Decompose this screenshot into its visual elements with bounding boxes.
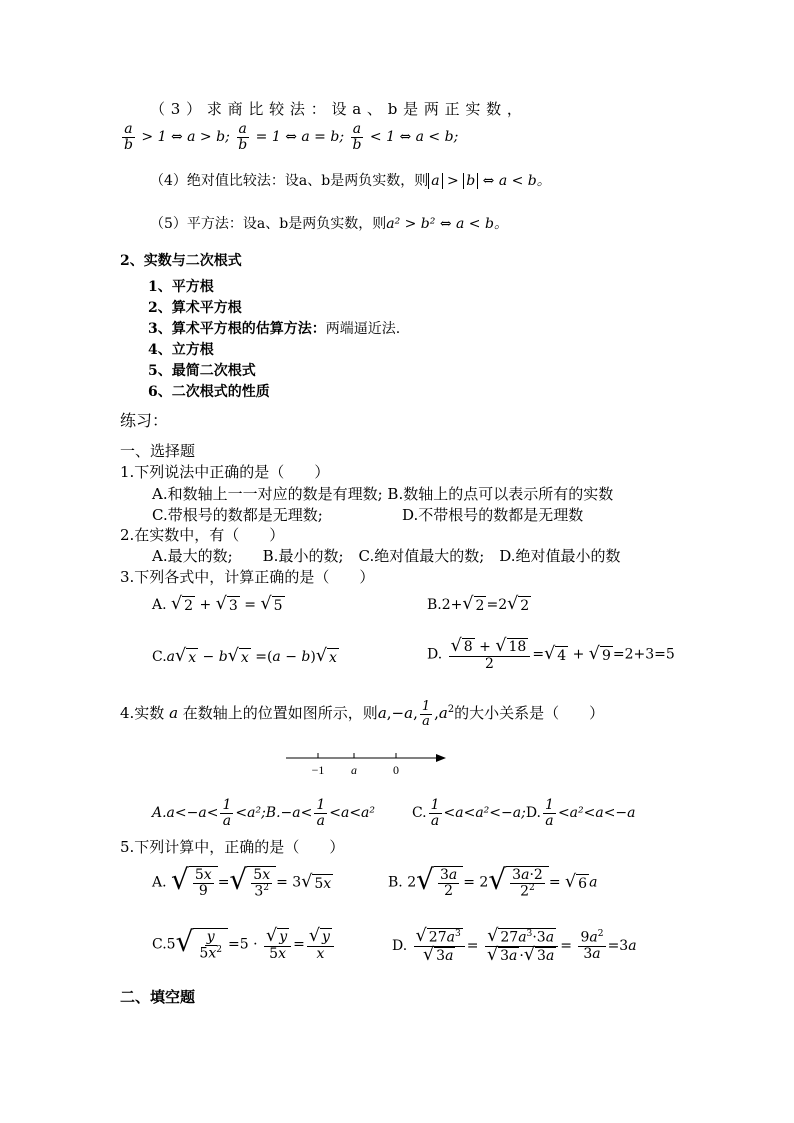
question-2-stem: 2.在实数中，有（ ） [120, 526, 285, 544]
part-2-heading: 二、填空题 [120, 988, 196, 1006]
number-line [280, 748, 450, 782]
question-1-options-ab: A.和数轴上一一对应的数是有理数; B.数轴上的点可以表示所有的实数 [152, 485, 614, 503]
axis-label: 0 [393, 763, 399, 777]
question-4-stem: 4.实数 a 在数轴上的位置如图所示，则a,−a, $\frac{1}{a}$ $,a^2$的大小关系是（ ） [120, 699, 605, 729]
method-3-text: （ 3 ） 求 商 比 较 法 ： 设 a 、 b 是 两 正 实 数 ， [150, 100, 523, 118]
question-5-option-a: A. √ $\frac{5x}{9}$ = √ $\frac{5x}{3^2}$ = 3 √ 5x [152, 863, 332, 900]
section-2-item: 3、算术平方根的估算方法：两端逼近法. [148, 321, 401, 337]
section-2-item: 5、最简二次根式 [148, 363, 256, 379]
question-3-option-c: C.a √ x − b √ x =(a − b) √ x [152, 646, 337, 666]
question-1-option-d: D.不带根号的数都是无理数 [402, 506, 584, 524]
question-5-option-d: D. √ $27a^3$ √ 3a = √ $27a^3\cdot 3a$ √ 3a · √ 3a = $\frac{9a^2}{3a}$ =3a [392, 926, 637, 965]
question-5-option-b: B. 2 √ $\frac{3a}{2}$ = 2 √ $\frac{3a\cdot 2}{2^2}$ = √ 6 a [388, 863, 598, 900]
section-2-item: 2、算术平方根 [148, 300, 242, 316]
method-5: （5）平方法：设a、b是两负实数，则a² > b² ⇔ a < b。 [150, 216, 508, 232]
section-2-item: 4、立方根 [148, 342, 214, 358]
method-3-formula: $\frac{a}{b}$ > 1 ⇔ a > b; $\frac{a}{b}$ = 1 ⇔ a = b; $\frac{a}{b}$ < 1 ⇔ a < b; [124, 121, 459, 153]
method-4: （4）绝对值比较法：设a、b是两负实数，则 a > b ⇔ a < b。 [150, 173, 551, 189]
arrow-right-icon [436, 754, 446, 762]
question-1-option-c: C.带根号的数都是无理数; [152, 506, 323, 524]
question-2-options: A.最大的数; B.最小的数; C.绝对值最大的数; D.绝对值最小的数 [152, 547, 621, 565]
question-3-option-b: B.2+ √ 2 =2 √ 2 [427, 594, 530, 614]
part-1-heading: 一、选择题 [120, 442, 196, 460]
question-1-stem: 1.下列说法中正确的是（ ） [120, 463, 330, 481]
axis-label: a [351, 763, 357, 777]
section-2-item: 1、平方根 [148, 279, 214, 295]
question-3-option-d: D. √ 8 + √ 18 2 = √ 4 + √ 9 =2+3=5 [427, 636, 675, 672]
question-3-stem: 3.下列各式中，计算正确的是（ ） [120, 568, 375, 586]
section-2-heading: 2、实数与二次根式 [120, 253, 242, 269]
section-2-item: 6、二次根式的性质 [148, 384, 270, 400]
question-3-option-a: A. √ 2 + √ 3 = √ 5 [152, 594, 283, 614]
practice-label: 练习： [120, 411, 169, 430]
question-4-options: A.a<−a< $\frac{1}{a}$ <a²;B.−a< $\frac{1}{a}$ <a<a² C. $\frac{1}{a}$ <a<a²<−a;D. $\frac{1}{a}$ <a²<a<−a [152, 797, 636, 829]
question-5-stem: 5.下列计算中，正确的是（ ） [120, 838, 345, 856]
question-5-option-c: C.5 √ $\frac{y}{5x^2}$ =5 · √ y 5x = √ y x [152, 928, 336, 961]
axis-label: −1 [311, 763, 325, 777]
